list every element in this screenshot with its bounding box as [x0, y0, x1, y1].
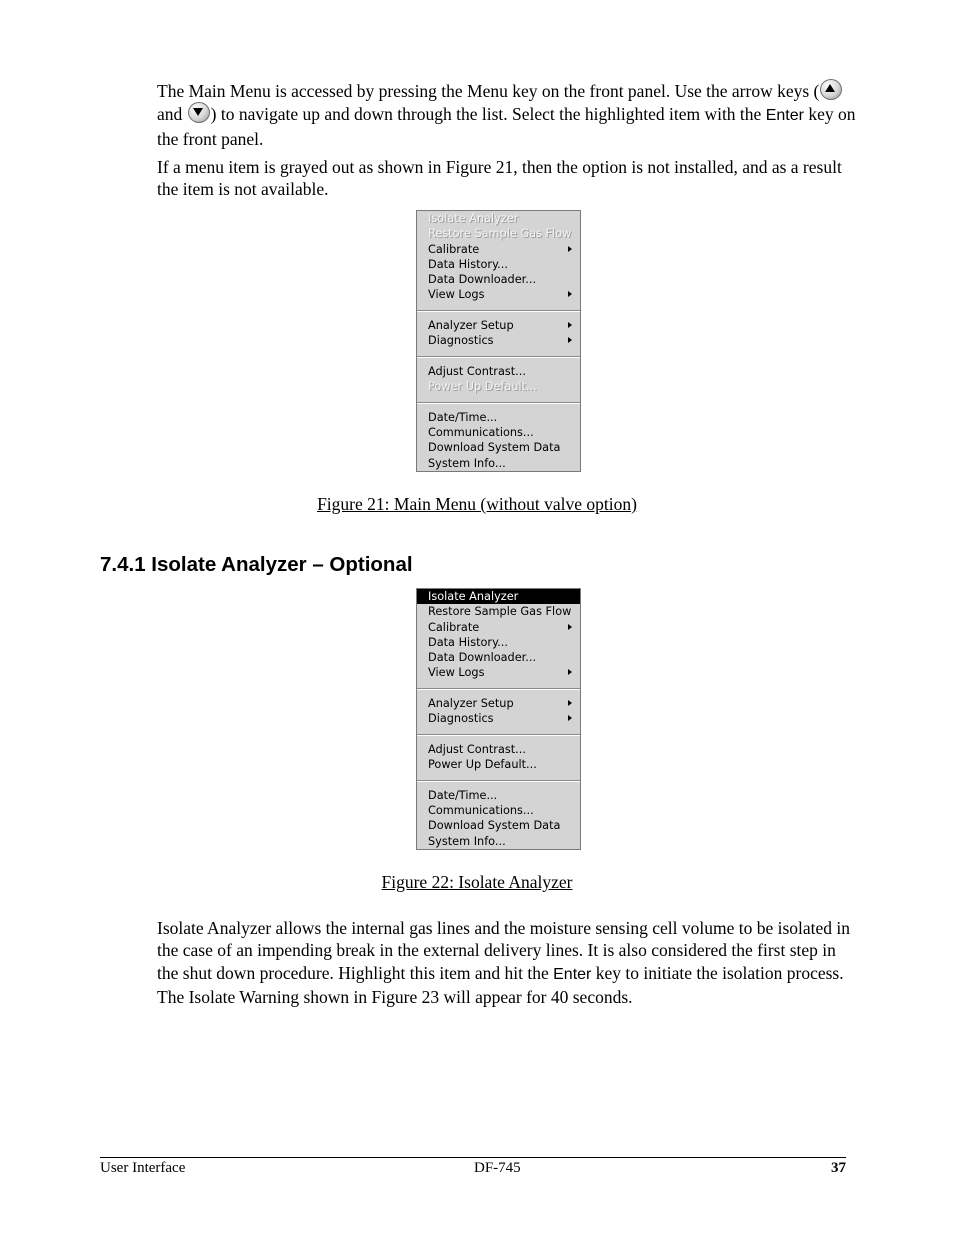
menu-item-label: Download System Data [428, 819, 561, 833]
menu-item-adjust-contrast[interactable] [417, 364, 580, 379]
intro-paragraph [157, 79, 857, 150]
menu-item-label: Diagnostics [428, 334, 494, 348]
menu-item-label: Adjust Contrast... [428, 364, 526, 378]
submenu-arrow-icon [568, 337, 572, 343]
menu-item-power-up-default[interactable] [417, 757, 580, 772]
menu-item-label: Data Downloader... [428, 273, 537, 287]
menu-item-diagnostics[interactable] [417, 711, 580, 726]
main-menu-figure-22 [416, 588, 581, 850]
isolate-text-2: key to initiate the isolation process. The Isolate Warning shown in Figure 23 will appear for 40 seconds. [157, 962, 844, 1007]
menu-item-analyzer-setup[interactable] [417, 318, 580, 333]
menu-item-label: Analyzer Setup [428, 319, 514, 333]
menu-item-isolate-analyzer[interactable] [417, 589, 580, 604]
menu-separator [417, 395, 580, 410]
submenu-arrow-icon [568, 700, 572, 706]
menu-item-restore-sample-gas-flow [417, 226, 580, 241]
menu-item-label: System Info... [428, 834, 506, 848]
footer-section-title: User Interface [100, 1160, 186, 1176]
submenu-arrow-icon [568, 291, 572, 297]
menu-item-system-info[interactable] [417, 456, 580, 471]
menu-item-view-logs[interactable] [417, 287, 580, 302]
intro-text-3: key on the front panel. [157, 104, 856, 149]
menu-item-label: Date/Time... [428, 410, 498, 424]
footer-document-id: DF-745 [474, 1160, 521, 1176]
intro-text-and: and [157, 104, 187, 125]
section-heading: 7.4.1 Isolate Analyzer – Optional [100, 553, 413, 576]
menu-item-data-history[interactable] [417, 635, 580, 650]
menu-item-label: Date/Time... [428, 788, 498, 802]
enter-key-label: Enter [553, 965, 592, 983]
menu-item-date-time[interactable] [417, 788, 580, 803]
submenu-arrow-icon [568, 715, 572, 721]
menu-item-data-downloader[interactable] [417, 272, 580, 287]
menu-item-label: Communications... [428, 804, 534, 818]
menu-item-label: Data Downloader... [428, 651, 537, 665]
menu-item-label: Power Up Default... [428, 380, 537, 394]
menu-item-diagnostics[interactable] [417, 333, 580, 348]
menu-item-label: Adjust Contrast... [428, 742, 526, 756]
down-arrow-key-icon [188, 102, 210, 123]
menu-item-label: Isolate Analyzer [428, 212, 519, 225]
menu-item-label: Data History... [428, 635, 508, 649]
menu-item-date-time[interactable] [417, 410, 580, 425]
menu-item-isolate-analyzer [417, 211, 580, 226]
menu-item-calibrate[interactable] [417, 242, 580, 257]
page-number: 37 [831, 1160, 846, 1176]
main-menu-figure-21 [416, 210, 581, 472]
footer-divider [100, 1157, 846, 1158]
up-arrow-key-icon [820, 79, 842, 100]
menu-item-data-downloader[interactable] [417, 650, 580, 665]
menu-item-calibrate[interactable] [417, 620, 580, 635]
menu-item-communications[interactable] [417, 803, 580, 818]
menu-item-communications[interactable] [417, 425, 580, 440]
menu-separator [417, 349, 580, 364]
menu-separator [417, 773, 580, 788]
menu-item-label: Restore Sample Gas Flow [428, 227, 572, 241]
menu-item-label: Calibrate [428, 620, 480, 634]
menu-item-label: Isolate Analyzer [428, 590, 519, 603]
menu-item-label: Communications... [428, 426, 534, 440]
submenu-arrow-icon [568, 669, 572, 675]
submenu-arrow-icon [568, 624, 572, 630]
menu-item-label: Analyzer Setup [428, 697, 514, 711]
menu-item-label: System Info... [428, 456, 506, 470]
menu-item-label: Restore Sample Gas Flow [428, 605, 572, 619]
menu-item-label: Download System Data [428, 441, 561, 455]
menu-item-adjust-contrast[interactable] [417, 742, 580, 757]
intro-text-2: ) to navigate up and down through the list. Select the highlighted item with the [210, 104, 766, 125]
submenu-arrow-icon [568, 246, 572, 252]
menu-item-analyzer-setup[interactable] [417, 696, 580, 711]
menu-item-label: Calibrate [428, 242, 480, 256]
submenu-arrow-icon [568, 322, 572, 328]
menu-item-system-info[interactable] [417, 834, 580, 849]
figure-21-caption: Figure 21: Main Menu (without valve option) [317, 494, 637, 514]
figure-22-caption: Figure 22: Isolate Analyzer [381, 872, 573, 892]
menu-item-download-system-data[interactable] [417, 440, 580, 455]
menu-item-label: Data History... [428, 257, 508, 271]
menu-separator [417, 727, 580, 742]
menu-separator [417, 303, 580, 318]
isolate-text-1: Isolate Analyzer allows the internal gas lines and the moisture sensing cell volume to be isolated in the case of an impending break in the external delivery lines. It is also considered the first step in the shut down procedure. Highlight this item and hit the [157, 918, 851, 983]
menu-item-label: View Logs [428, 288, 485, 302]
intro-text-1: The Main Menu is accessed by pressing the Menu key on the front panel. Use the arrow keys ( [157, 81, 820, 101]
menu-item-power-up-default [417, 379, 580, 394]
enter-key-label: Enter [765, 107, 804, 125]
menu-separator [417, 681, 580, 696]
menu-item-view-logs[interactable] [417, 665, 580, 680]
menu-item-label: Power Up Default... [428, 758, 537, 772]
menu-item-label: Diagnostics [428, 712, 494, 726]
menu-item-restore-sample-gas-flow[interactable] [417, 604, 580, 619]
isolate-description-paragraph [157, 917, 857, 1008]
menu-item-label: View Logs [428, 666, 485, 680]
menu-item-data-history[interactable] [417, 257, 580, 272]
grayed-out-paragraph: If a menu item is grayed out as shown in Figure 21, then the option is not installed, and as a result the item is not available. [157, 157, 842, 200]
menu-item-download-system-data[interactable] [417, 818, 580, 833]
